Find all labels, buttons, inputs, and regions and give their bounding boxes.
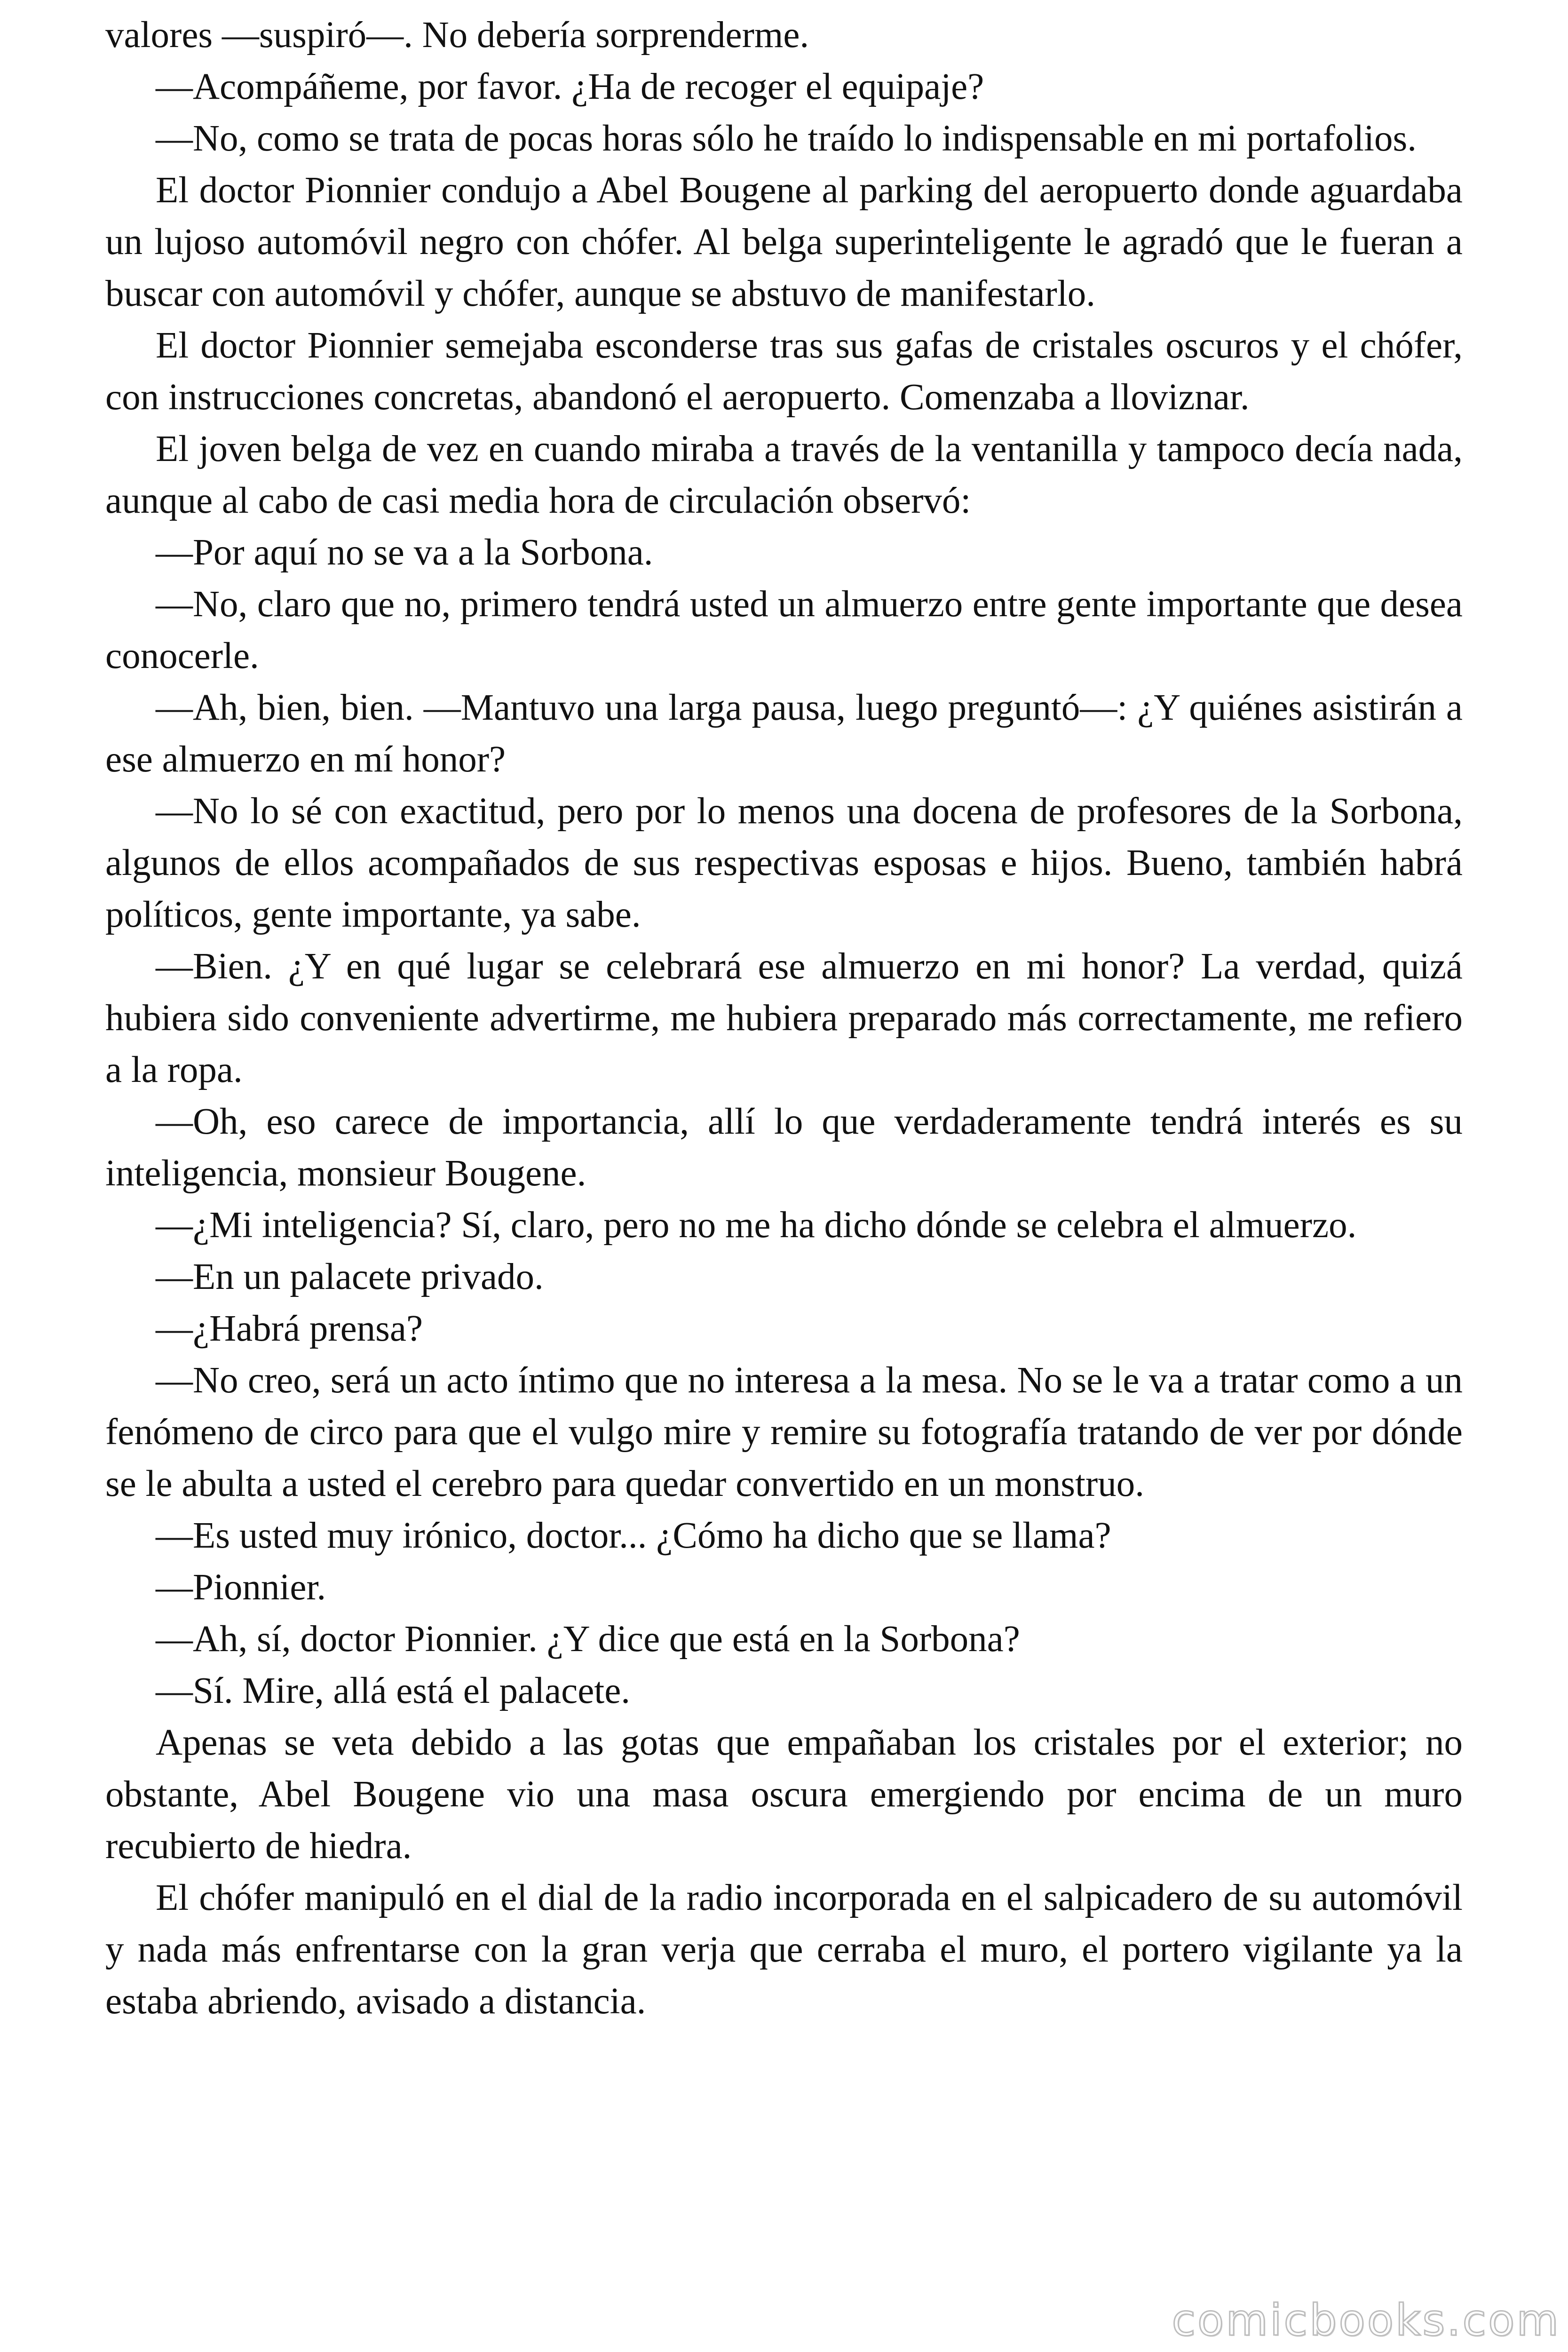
paragraph: —Ah, bien, bien. —Mantuvo una larga pausa, luego preguntó—: ¿Y quiénes asistirán a ese almuerzo en mí honor? bbox=[105, 687, 1463, 780]
paragraph: El doctor Pionnier condujo a Abel Bougene al parking del aeropuerto donde aguardaba un lujoso automóvil negro con chófer. Al belga superinteligente le agradó que le fueran a buscar con automóvil y chófer, aunque se abstuvo de manifestarlo. bbox=[105, 170, 1463, 314]
paragraph: —Ah, sí, doctor Pionnier. ¿Y dice que está en la Sorbona? bbox=[156, 1619, 1020, 1660]
paragraph: —¿Mi inteligencia? Sí, claro, pero no me ha dicho dónde se celebra el almuerzo. bbox=[156, 1205, 1357, 1246]
body-text bbox=[105, 9, 1463, 2027]
paragraph: —¿Habrá prensa? bbox=[156, 1308, 423, 1349]
paragraph: —Por aquí no se va a la Sorbona. bbox=[156, 532, 653, 573]
paragraph: valores —suspiró—. No debería sorprenderme. bbox=[105, 15, 809, 56]
paragraph: —No lo sé con exactitud, pero por lo menos una docena de profesores de la Sorbona, algunos de ellos acompañados de sus respectivas esposas e hijos. Bueno, también habrá políticos, gente importante, ya sabe. bbox=[105, 791, 1463, 935]
paragraph: —Oh, eso carece de importancia, allí lo que verdaderamente tendrá interés es su inteligencia, monsieur Bougene. bbox=[105, 1101, 1463, 1194]
paragraph: El chófer manipuló en el dial de la radio incorporada en el salpicadero de su automóvil y nada más enfrentarse con la gran verja que cerraba el muro, el portero vigilante ya la estaba abriendo, avisado a distancia. bbox=[105, 1877, 1463, 2022]
paragraph: —Sí. Mire, allá está el palacete. bbox=[156, 1670, 631, 1711]
paragraph: —Bien. ¿Y en qué lugar se celebrará ese almuerzo en mi honor? La verdad, quizá hubiera sido conveniente advertirme, me hubiera preparado más correctamente, me refiero a la ropa. bbox=[105, 946, 1463, 1090]
paragraph: —Pionnier. bbox=[156, 1567, 326, 1608]
paragraph: —No, como se trata de pocas horas sólo he traído lo indispensable en mi portafolios. bbox=[156, 118, 1417, 159]
paragraph: —En un palacete privado. bbox=[156, 1256, 544, 1297]
paragraph: El joven belga de vez en cuando miraba a través de la ventanilla y tampoco decía nada, aunque al cabo de casi media hora de circulación observó: bbox=[105, 429, 1463, 521]
paragraph: —No creo, será un acto íntimo que no interesa a la mesa. No se le va a tratar como a un fenómeno de circo para que el vulgo mire y remire su fotografía tratando de ver por dónde se le abulta a usted el cerebro para quedar convertido en un monstruo. bbox=[105, 1360, 1463, 1504]
paragraph: —No, claro que no, primero tendrá usted un almuerzo entre gente importante que desea conocerle. bbox=[105, 584, 1463, 676]
paragraph: Apenas se veta debido a las gotas que empañaban los cristales por el exterior; no obstante, Abel Bougene vio una masa oscura emergiendo por encima de un muro recubierto de hiedra. bbox=[105, 1722, 1463, 1867]
paragraph: El doctor Pionnier semejaba esconderse tras sus gafas de cristales oscuros y el chófer, con instrucciones concretas, abandonó el aeropuerto. Comenzaba a lloviznar. bbox=[105, 325, 1463, 418]
paragraph: —Acompáñeme, por favor. ¿Ha de recoger el equipaje? bbox=[156, 66, 984, 107]
watermark-logo: comicbooks.com bbox=[1172, 2295, 1560, 2345]
paragraph: —Es usted muy irónico, doctor... ¿Cómo ha dicho que se llama? bbox=[156, 1515, 1111, 1556]
